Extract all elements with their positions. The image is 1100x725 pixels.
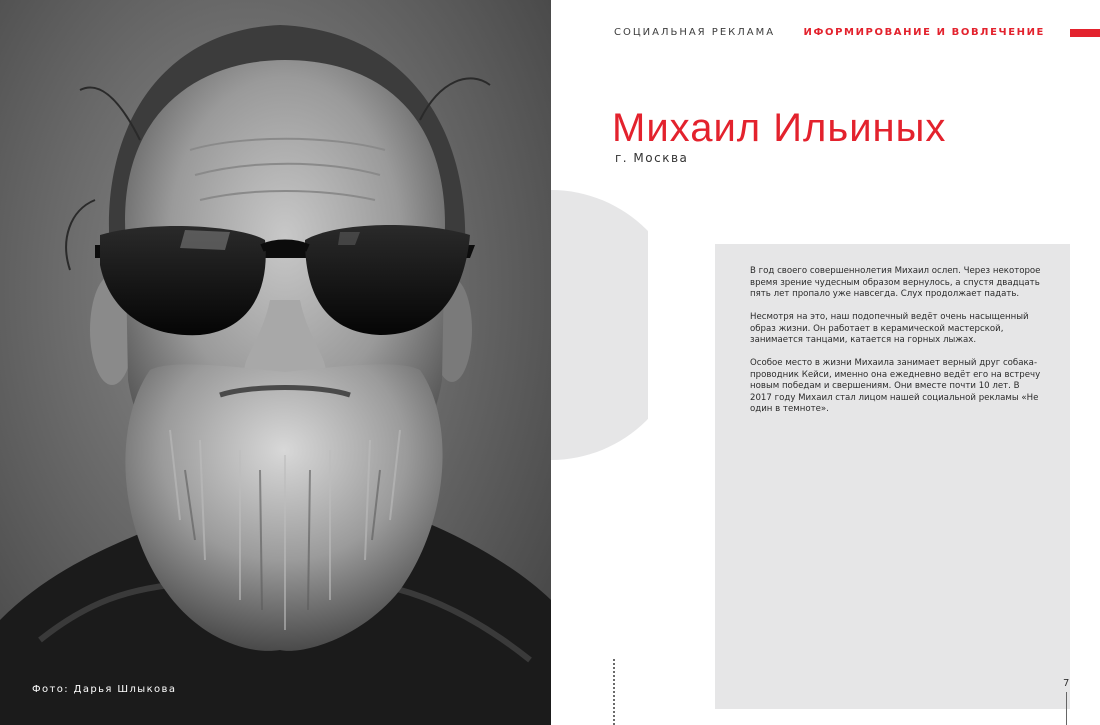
section-label: СОЦИАЛЬНАЯ РЕКЛАМА: [614, 27, 776, 38]
page-rule: [1066, 692, 1067, 725]
page-number: 7: [1063, 678, 1070, 689]
category-label: ИФОРМИРОВАНИЕ И ВОВЛЕЧЕНИЕ: [803, 27, 1045, 38]
dotted-line: [613, 658, 615, 725]
bio-paragraph: Несмотря на это, наш подопечный ведёт очень насыщенный образ жизни. Он работает в керамической мастерской, занимается танцами, катается на горных лыжах.: [750, 312, 1029, 345]
bio-paragraph: В год своего совершеннолетия Михаил ослеп. Через некоторое время зрение чудесным образом вернулось, а спустя двадцать пять лет пропало уже навсегда. Слух продолжает падать.: [750, 266, 1041, 299]
bio-text: [750, 266, 1042, 427]
person-city: г. Москва: [615, 151, 689, 165]
photo-credit: Фото: Дарья Шлыкова: [32, 684, 177, 695]
decorative-half-circle: [551, 190, 648, 460]
accent-bar: [1070, 29, 1100, 37]
person-name: Михаил Ильиных: [612, 106, 947, 150]
bio-paragraph: Особое место в жизни Михаила занимает верный друг собака-проводник Кейси, именно она ежедневно ведёт его на встречу новым победам и свершениям. Они вместе почти 10 лет. В 2017 году Михаил стал лицом нашей социальной рекламы «Не один в темноте».: [750, 358, 1041, 414]
